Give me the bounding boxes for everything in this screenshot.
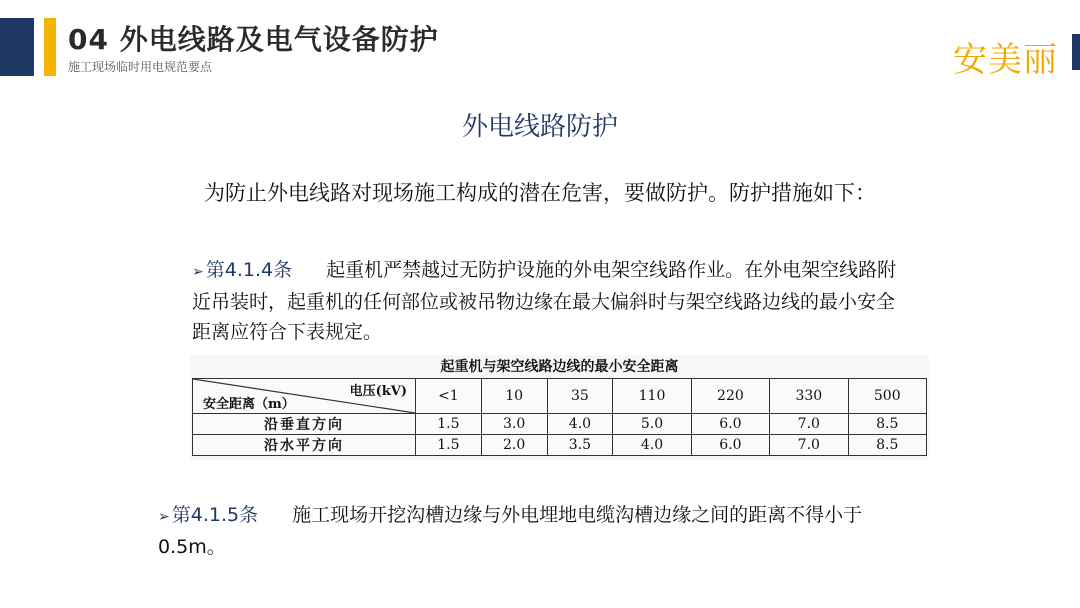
table-cell: 4.0 bbox=[547, 414, 613, 435]
clause-label bbox=[192, 259, 292, 281]
header-accent-bar-yellow bbox=[44, 18, 56, 76]
brand-corner-bar bbox=[1072, 34, 1080, 70]
header-accent-bar-blue bbox=[0, 18, 34, 76]
table-cell: 7.0 bbox=[770, 435, 848, 456]
brand-logo: 安美丽 bbox=[953, 40, 1058, 80]
table-caption: 起重机与架空线路边线的最小安全距离 bbox=[440, 359, 679, 375]
table-cell: 3.0 bbox=[481, 414, 547, 435]
table-cell: 5.0 bbox=[613, 414, 691, 435]
table-cell: 3.5 bbox=[547, 435, 613, 456]
table-cell: 6.0 bbox=[691, 435, 769, 456]
table-cell: 110 bbox=[613, 379, 691, 414]
row-label: 沿垂直方向 bbox=[193, 414, 416, 435]
clause-text: 起重机严禁越过无防护设施的外电架空线路作业。在外电架空线路附近吊装时，起重机的任何部位或被吊物边缘在最大偏斜时与架空线路边线的最小安全距离应符合下表规定。 bbox=[192, 259, 897, 343]
table-row bbox=[193, 414, 927, 435]
section-title: 外电线路防护 bbox=[461, 112, 618, 142]
arrow-bullet-icon: ➢ bbox=[192, 264, 204, 280]
clause-number: 第4.1.5条 bbox=[171, 504, 259, 526]
table-cell: 10 bbox=[481, 379, 547, 414]
table-cell: 1.5 bbox=[416, 435, 482, 456]
table-cell: 8.5 bbox=[848, 435, 926, 456]
table-cell: 1.5 bbox=[416, 414, 482, 435]
table-cell: 4.0 bbox=[613, 435, 691, 456]
safety-distance-table bbox=[190, 355, 929, 460]
table-cell: 330 bbox=[770, 379, 848, 414]
arrow-bullet-icon: ➢ bbox=[158, 509, 170, 525]
table-cell: 7.0 bbox=[770, 414, 848, 435]
table-cell: 500 bbox=[848, 379, 926, 414]
clause-4-1-5 bbox=[158, 500, 918, 562]
row-label: 沿水平方向 bbox=[193, 435, 416, 456]
table-cell: 2.0 bbox=[481, 435, 547, 456]
clause-label bbox=[158, 504, 258, 526]
voltage-header-label: 电压(kV) bbox=[349, 384, 407, 399]
distance-header-label: 安全距离（m） bbox=[203, 397, 295, 412]
clause-text: 施工现场开挖沟槽边缘与外电埋地电缆沟槽边缘之间的距离不得小于0.5m。 bbox=[158, 504, 863, 558]
table-cell: 220 bbox=[691, 379, 769, 414]
page-subtitle: 施工现场临时用电规范要点 bbox=[68, 60, 213, 74]
table-cell: <1 bbox=[416, 379, 482, 414]
table-cell: 35 bbox=[547, 379, 613, 414]
page-title: 04 外电线路及电气设备防护 bbox=[68, 23, 439, 56]
clause-number: 第4.1.4条 bbox=[205, 259, 293, 281]
table-corner-cell bbox=[193, 379, 416, 414]
table-cell: 8.5 bbox=[848, 414, 926, 435]
table-header-row bbox=[193, 379, 927, 414]
table-row bbox=[193, 435, 927, 456]
table-cell: 6.0 bbox=[691, 414, 769, 435]
clause-4-1-4 bbox=[192, 255, 912, 347]
distance-table-grid bbox=[192, 378, 927, 456]
intro-text: 为防止外电线路对现场施工构成的潜在危害，要做防护。防护措施如下： bbox=[204, 181, 876, 205]
